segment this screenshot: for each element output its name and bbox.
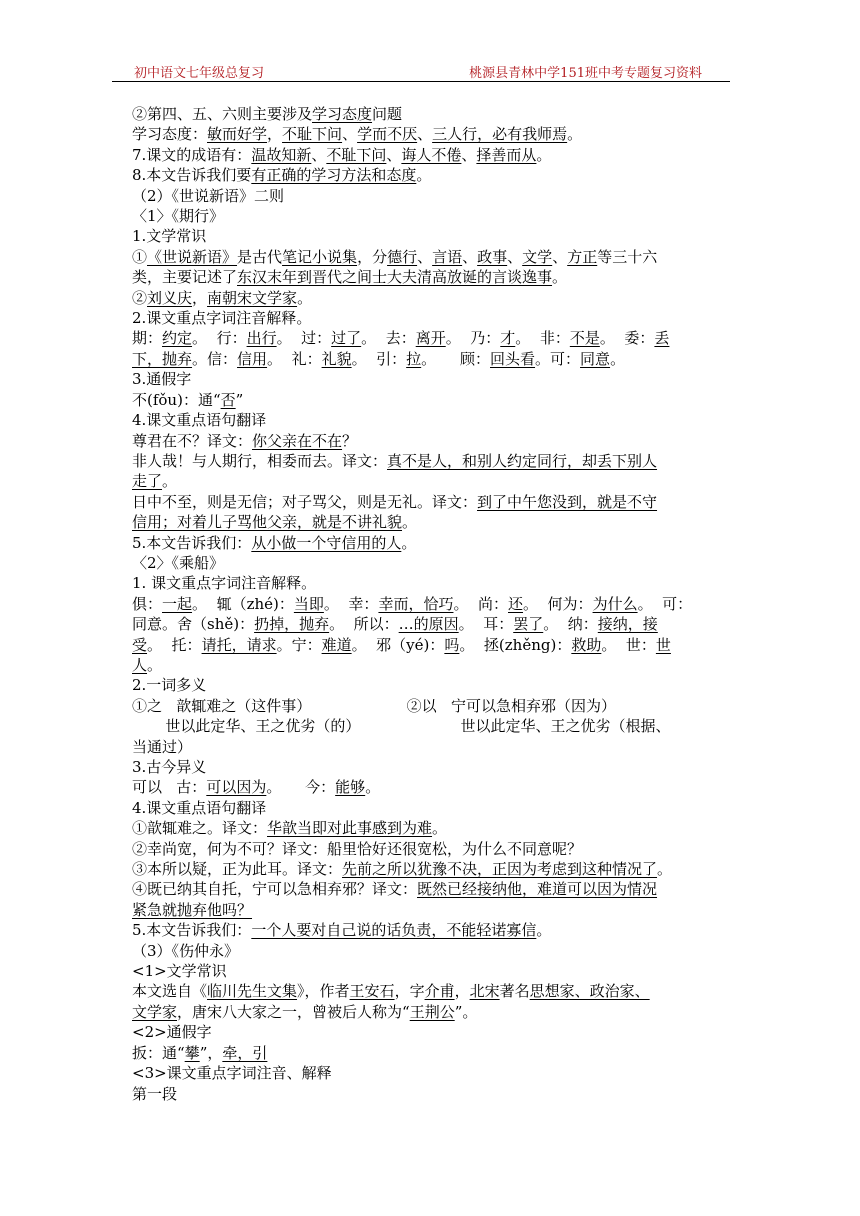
underlined-answer: 请托，请求: [201, 635, 277, 654]
text-line: [132, 328, 730, 348]
underlined-answer: 牵，引: [222, 1043, 268, 1062]
underlined-answer: 离开: [415, 329, 446, 348]
text-line: [132, 431, 730, 451]
text-segment: 。 可：: [637, 594, 693, 613]
underlined-answer: …的原因: [398, 615, 459, 634]
text-segment: ，分: [357, 247, 388, 266]
text-segment: 、: [461, 145, 477, 164]
underlined-answer: 信用；对着儿子骂他父亲，就是不讲礼貌: [132, 513, 403, 532]
text-segment: （2）《世说新语》二则: [132, 186, 285, 205]
underlined-answer: 世: [655, 635, 671, 654]
underlined-answer: 温故知新: [251, 145, 312, 164]
text-segment: 3.古今异义: [132, 758, 207, 776]
text-segment: 。 何为：: [523, 594, 593, 613]
header-right-title: 桃源县青林中学151班中考专题复习资料: [469, 66, 702, 81]
text-line: [132, 124, 730, 144]
text-segment: 。 引：: [351, 349, 407, 368]
text-line: [132, 288, 730, 308]
underlined-answer: 否: [220, 390, 236, 409]
text-line: [132, 165, 730, 185]
underlined-answer: 到了中午您没到，就是不守: [477, 492, 658, 511]
text-segment: 5.本文告诉我们：: [132, 921, 252, 940]
underlined-answer: 南朝宋文学家: [207, 288, 298, 307]
text-segment: 问题: [372, 105, 403, 123]
text-segment: 。: [297, 288, 313, 307]
text-segment: 。 礼：: [267, 349, 322, 368]
text-segment: 。 世：: [601, 635, 656, 654]
text-segment: ④既已纳其自托，宁可以急相弃邪？译文：: [132, 880, 418, 899]
text-line: [132, 573, 730, 593]
underlined-answer: 从小做一个守信用的人: [251, 533, 402, 552]
text-segment: 4.课文重点语句翻译: [132, 798, 267, 817]
text-segment: ②幸尚宽，何为不可？译文：船里恰好还很宽松，为什么不同意呢？: [132, 839, 583, 858]
text-segment: （3）《伤仲永》: [132, 941, 240, 960]
text-line: [132, 635, 730, 655]
text-segment: 〈1〉《期行》: [132, 207, 225, 226]
underlined-answer: 文学家: [132, 1002, 178, 1021]
text-line: [132, 757, 730, 777]
underlined-answer: 学而不厌: [357, 125, 418, 144]
text-segment: 、: [552, 247, 568, 266]
underlined-answer: 思想家、政治家、: [529, 982, 650, 1001]
text-segment: 1.文学常识: [132, 227, 207, 246]
text-segment: <1>文学常识: [132, 962, 227, 981]
text-segment: 。信：: [192, 349, 238, 368]
underlined-answer: 既然已经接纳他，难道可以因为情况: [417, 880, 658, 899]
text-segment: 。宁：: [276, 635, 322, 654]
text-segment: 。 拯(zhěng)：: [459, 635, 572, 654]
text-segment: 2.课文重点字词注音解释。: [132, 309, 312, 328]
underlined-answer: 真不是人，和别人约定同行，却丢下别人: [387, 451, 658, 470]
underlined-answer: 可以因为: [206, 778, 267, 797]
text-line: [132, 798, 730, 818]
underlined-answer: 刘义庆: [147, 288, 193, 307]
text-segment: 1. 课文重点字词注音解释。: [132, 574, 317, 593]
text-segment: 。 非：: [515, 329, 570, 348]
underlined-answer: 临川先生文集: [207, 982, 298, 1001]
underlined-answer: 难道: [321, 635, 352, 654]
text-line: [132, 267, 730, 287]
text-segment: 世以此定华、王之优劣（的） 世以此定华、王之优劣（根据、: [132, 717, 671, 736]
text-line: [132, 961, 730, 981]
underlined-answer: 过了: [331, 329, 362, 348]
underlined-answer: 救助: [571, 635, 602, 654]
underlined-answer: 政事: [477, 247, 508, 266]
text-segment: 。: [567, 125, 583, 144]
underlined-answer: 当即: [293, 594, 324, 613]
text-segment: 、: [507, 247, 523, 266]
underlined-answer: 德行: [387, 247, 418, 266]
text-line: [132, 716, 730, 736]
underlined-answer: 礼貌: [321, 349, 352, 368]
underlined-answer: 才: [500, 329, 516, 348]
text-line: [132, 818, 730, 838]
text-line: [132, 308, 730, 328]
text-segment: 》，作者: [297, 982, 350, 1001]
text-segment: 。: [416, 166, 432, 185]
text-segment: 著名: [499, 982, 530, 1001]
text-line: [132, 1043, 730, 1063]
text-segment: 是古代: [237, 247, 283, 266]
page-header: [112, 59, 730, 82]
text-segment: 、: [462, 247, 478, 266]
underlined-answer: 文学: [522, 247, 553, 266]
underlined-answer: 有正确的学习方法和态度: [251, 166, 417, 185]
text-segment: 类，主要记述了: [132, 268, 238, 287]
text-segment: 。 行：: [192, 329, 247, 348]
underlined-answer: 择善而从: [476, 145, 537, 164]
underlined-answer: 下，抛弃: [132, 349, 193, 368]
text-segment: 。: [536, 921, 552, 940]
text-segment: 扳：通“: [132, 1043, 185, 1062]
text-segment: 。: [147, 655, 163, 674]
text-segment: <3>课文重点字词注音、解释: [132, 1064, 332, 1083]
text-segment: ”。: [454, 1002, 478, 1021]
text-line: [132, 879, 730, 899]
text-segment: 。可：: [535, 349, 581, 368]
text-segment: 、: [417, 125, 433, 144]
text-segment: 、: [386, 145, 402, 164]
underlined-answer: 一起: [162, 594, 193, 613]
text-segment: ，唐宋八大家之一，曾被后人称为“: [177, 1002, 410, 1021]
text-segment: 等三十六: [597, 247, 658, 266]
text-segment: ①歆辄难之。译文：: [132, 819, 268, 838]
underlined-answer: 攀: [184, 1043, 200, 1062]
text-line: [132, 369, 730, 389]
underlined-answer: 华歆当即对此事感到为难: [267, 819, 433, 838]
text-line: [132, 206, 730, 226]
text-line: [132, 594, 730, 614]
text-segment: ，: [192, 288, 208, 307]
underlined-answer: 北宋: [469, 982, 500, 1001]
underlined-answer: 敏而好学: [207, 125, 268, 144]
text-segment: 。 去：: [361, 329, 416, 348]
text-line: [132, 777, 730, 797]
text-line: [132, 1002, 730, 1022]
text-segment: ②: [132, 288, 148, 307]
underlined-answer: 吗: [444, 635, 460, 654]
underlined-answer: 三人行，必有我师焉: [432, 125, 568, 144]
text-line: [132, 451, 730, 471]
underlined-answer: 王安石: [349, 982, 395, 1001]
underlined-answer: 约定: [162, 329, 193, 348]
text-line: [132, 614, 730, 634]
underlined-answer: 东汉末年到晋代之间士大夫清高放诞的言谈逸事: [237, 268, 553, 287]
text-segment: <2>通假字: [132, 1023, 212, 1042]
text-line: [132, 145, 730, 165]
document-body: [132, 104, 730, 1104]
text-line: [132, 655, 730, 675]
text-segment: 。: [402, 513, 418, 532]
text-segment: 同意。舍（shě)：: [132, 615, 255, 634]
text-segment: 。 今：: [266, 778, 336, 797]
underlined-answer: 紧急就抛弃他吗？: [132, 900, 253, 919]
text-segment: 4.课文重点语句翻译: [132, 411, 267, 430]
text-segment: ①之 歆辄难之（这件事） ②以 宁可以急相弃邪（因为）: [132, 696, 616, 715]
text-segment: ，: [267, 125, 283, 144]
underlined-answer: 罢了: [513, 615, 544, 634]
text-segment: 本文选自《: [132, 982, 208, 1001]
text-line: [132, 941, 730, 961]
underlined-answer: 走了: [132, 472, 163, 491]
text-line: [132, 247, 730, 267]
text-segment: 、: [417, 247, 433, 266]
underlined-answer: 你父亲在不在: [252, 431, 343, 450]
text-segment: 。 纳：: [543, 615, 598, 634]
text-segment: 2.一词多义: [132, 676, 207, 695]
text-segment: 。: [610, 349, 626, 368]
underlined-answer: 还: [508, 594, 524, 613]
text-segment: ”，: [199, 1043, 223, 1062]
underlined-answer: 为什么: [592, 594, 638, 613]
text-segment: 3.通假字: [132, 370, 192, 389]
text-line: [132, 737, 730, 757]
underlined-answer: 笔记小说集: [282, 247, 358, 266]
text-segment: 不(fǒu)：通“: [132, 390, 221, 409]
underlined-answer: 学习态度: [312, 105, 373, 123]
underlined-answer: 出行: [246, 329, 277, 348]
text-segment: 。: [162, 472, 178, 491]
text-segment: ？: [342, 431, 358, 450]
text-line: [132, 675, 730, 695]
text-line: [132, 920, 730, 940]
underlined-answer: 介甫: [424, 982, 455, 1001]
text-line: [132, 492, 730, 512]
underlined-answer: 诲人不倦: [401, 145, 462, 164]
underlined-answer: 丢: [654, 329, 670, 348]
text-segment: 。 幸：: [323, 594, 379, 613]
text-segment: 、: [342, 125, 358, 144]
text-segment: 8.本文告诉我们要: [132, 166, 252, 185]
underlined-answer: 能够: [335, 778, 366, 797]
text-segment: ③本所以疑，正为此耳。译文：: [132, 860, 343, 879]
text-line: [132, 1022, 730, 1042]
text-line: [132, 390, 730, 410]
text-line: [132, 553, 730, 573]
text-line: [132, 1084, 730, 1104]
text-segment: 。 耳：: [458, 615, 514, 634]
text-segment: 。 委：: [599, 329, 655, 348]
text-segment: ②第四、五、六则主要涉及: [132, 105, 313, 123]
underlined-answer: 不耻下问: [326, 145, 387, 164]
text-segment: ①: [132, 247, 148, 266]
underlined-answer: 方正: [567, 247, 598, 266]
underlined-answer: 信用: [237, 349, 268, 368]
text-line: [132, 533, 730, 553]
underlined-answer: 接纳，接: [597, 615, 658, 634]
underlined-answer: 不是: [569, 329, 600, 348]
text-segment: 。 邪（yé)：: [351, 635, 445, 654]
underlined-answer: 扔掉，抛弃: [254, 615, 330, 634]
text-line: [132, 104, 730, 124]
text-segment: 、: [311, 145, 327, 164]
text-segment: 。 尚：: [453, 594, 508, 613]
underlined-answer: 言语: [432, 247, 463, 266]
underlined-answer: 人: [132, 655, 148, 674]
text-segment: 。 顾：: [421, 349, 491, 368]
text-line: [132, 696, 730, 716]
text-segment: 尊君在不？译文：: [132, 431, 253, 450]
underlined-answer: 一个人要对自己说的话负责，不能轻诺寡信: [251, 921, 537, 940]
text-segment: 。 过：: [276, 329, 332, 348]
underlined-answer: 同意: [580, 349, 611, 368]
text-line: [132, 349, 730, 369]
text-line: [132, 186, 730, 206]
text-line: [132, 471, 730, 491]
text-segment: 。 所以：: [329, 615, 399, 634]
text-segment: 。: [432, 819, 448, 838]
text-segment: ”: [235, 390, 244, 409]
text-segment: 可以 古：: [132, 778, 207, 797]
text-line: [132, 859, 730, 879]
text-segment: ，字: [394, 982, 425, 1001]
header-left-title: 初中语文七年级总复习: [134, 66, 265, 81]
underlined-answer: 受: [132, 635, 148, 654]
text-segment: 第一段: [132, 1084, 178, 1103]
underlined-answer: 不耻下问: [282, 125, 343, 144]
text-segment: 。: [657, 860, 673, 879]
underlined-answer: 拉: [406, 349, 422, 368]
text-segment: 。: [401, 533, 417, 552]
underlined-answer: 幸而，恰巧: [378, 594, 454, 613]
text-line: [132, 1063, 730, 1083]
text-segment: 。 乃：: [445, 329, 501, 348]
text-segment: 期：: [132, 329, 163, 348]
text-segment: ，: [454, 982, 470, 1001]
text-line: [132, 839, 730, 859]
text-segment: 〈2〉《乘船》: [132, 553, 225, 572]
text-segment: 。 辄（zhé)：: [192, 594, 294, 613]
text-segment: 。: [365, 778, 381, 797]
text-line: [132, 981, 730, 1001]
underlined-answer: 回头看: [490, 349, 536, 368]
text-segment: 日中不至，则是无信；对子骂父，则是无礼。译文：: [132, 492, 478, 511]
text-line: [132, 512, 730, 532]
text-segment: 。 托：: [147, 635, 202, 654]
text-segment: 7.课文的成语有：: [132, 145, 252, 164]
text-segment: 俱：: [132, 594, 163, 613]
text-segment: 。: [552, 268, 568, 287]
text-segment: 。: [536, 145, 552, 164]
text-line: [132, 226, 730, 246]
underlined-answer: 王荆公: [409, 1002, 455, 1021]
text-segment: 当通过）: [132, 737, 193, 756]
text-line: [132, 410, 730, 430]
text-segment: 学习态度：: [132, 125, 208, 144]
text-segment: 非人哉！与人期行，相委而去。译文：: [132, 451, 388, 470]
underlined-answer: 先前之所以犹豫不决，正因为考虑到这种情况了: [342, 860, 658, 879]
text-line: [132, 900, 730, 920]
text-segment: 5.本文告诉我们：: [132, 533, 252, 552]
underlined-answer: 《世说新语》: [147, 247, 238, 266]
